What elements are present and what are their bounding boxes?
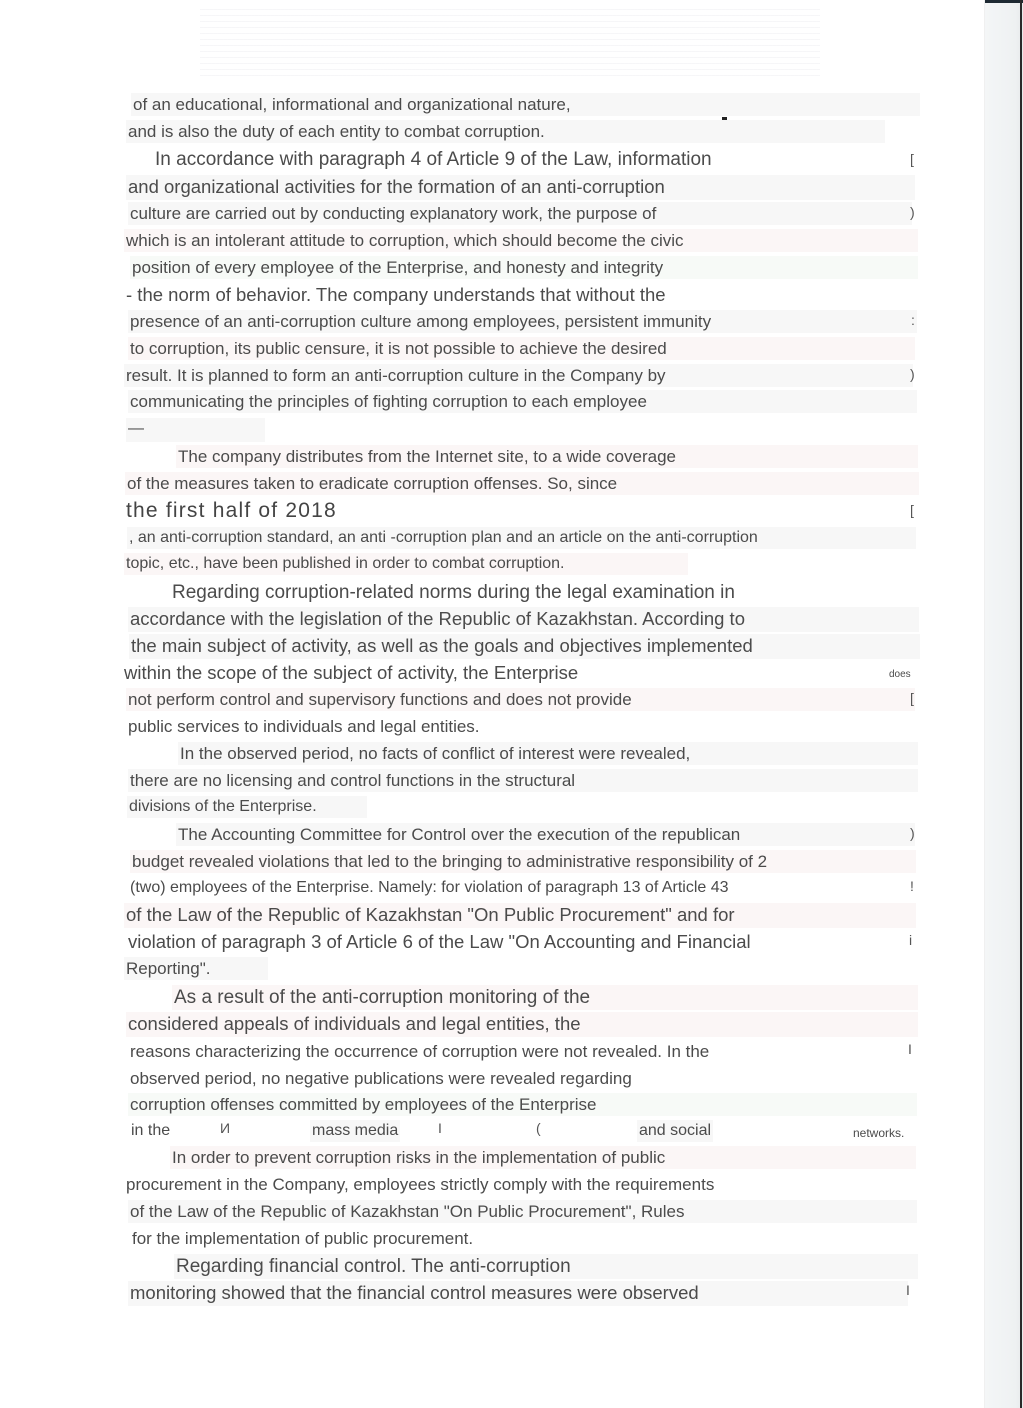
paragraph-start: The company distributes from the Internet site, to a wide coverage <box>176 445 918 468</box>
margin-artifact: I <box>908 1041 912 1057</box>
text-line: budget revealed violations that led to the bringing to administrative responsibility of 2 <box>130 850 916 873</box>
text-line: reasons characterizing the occurrence of corruption were not revealed. In the <box>130 1042 710 1061</box>
paragraph-start: In accordance with paragraph 4 of Article 9 of the Law, information <box>155 149 712 170</box>
text-line: which is an intolerant attitude to corruption, which should become the civic <box>124 229 918 252</box>
text-line: divisions of the Enterprise. <box>127 796 367 818</box>
scan-edge-line <box>1020 0 1022 1408</box>
scan-edge <box>984 0 1023 1408</box>
text-line: of the Law of the Republic of Kazakhstan "On Public Procurement" and for <box>124 903 916 928</box>
margin-artifact: i <box>909 932 913 948</box>
stray-glyph: ( <box>536 1120 541 1136</box>
paragraph-start: Regarding corruption-related norms during the legal examination in <box>172 582 735 603</box>
dash-line: — <box>126 418 265 442</box>
text-line: and organizational activities for the formation of an anti-corruption <box>126 175 915 200</box>
paragraph-start: Regarding financial control. The anti-corruption <box>174 1254 918 1279</box>
text-fragment: mass media <box>310 1120 400 1142</box>
paragraph-start: In the observed period, no facts of conflict of interest were revealed, <box>178 742 918 765</box>
stray-glyph: I <box>438 1120 442 1136</box>
text-line: to corruption, its public censure, it is not possible to achieve the desired <box>128 337 915 360</box>
margin-artifact: I <box>906 1282 910 1298</box>
scan-edge-top-bar <box>985 0 1023 3</box>
text-line: , an anti-corruption standard, an anti -corruption plan and an article on the anti-corruption <box>127 527 916 549</box>
text-line: monitoring showed that the financial control measures were observed <box>128 1281 908 1306</box>
margin-artifact: [ <box>910 502 914 518</box>
text-line: the main subject of activity, as well as the goals and objectives implemented <box>129 634 920 659</box>
margin-artifact: ) <box>910 825 915 841</box>
text-line: violation of paragraph 3 of Article 6 of the Law "On Accounting and Financial <box>128 931 751 952</box>
paragraph-start: In order to prevent corruption risks in the implementation of public <box>170 1146 916 1169</box>
text-line: of the measures taken to eradicate corruption offenses. So, since <box>125 472 919 495</box>
misplaced-word: does <box>889 669 911 680</box>
margin-artifact: ) <box>910 204 915 220</box>
text-line: result. It is planned to form an anti-corruption culture in the Company by <box>124 364 913 387</box>
text-line: not perform control and supervisory functions and does not provide <box>126 688 915 711</box>
margin-artifact: : <box>911 312 915 328</box>
text-line: of the Law of the Republic of Kazakhstan "On Public Procurement", Rules <box>128 1200 917 1223</box>
bleed-through-text <box>200 4 820 79</box>
text-line: corruption offenses committed by employees of the Enterprise <box>128 1093 917 1116</box>
text-line: procurement in the Company, employees strictly comply with the requirements <box>126 1175 715 1194</box>
text-fragment: in the <box>131 1122 171 1139</box>
text-line: there are no licensing and control functions in the structural <box>128 769 918 792</box>
text-line: of an educational, informational and organizational nature, <box>131 93 920 116</box>
text-line: communicating the principles of fighting corruption to each employee <box>128 390 917 413</box>
text-line: culture are carried out by conducting explanatory work, the purpose of <box>128 202 912 225</box>
text-fragment: and social <box>637 1120 713 1142</box>
text-fragment: networks. <box>853 1126 905 1140</box>
paragraph-start: As a result of the anti-corruption monitoring of the <box>172 985 918 1010</box>
text-line: public services to individuals and legal entities. <box>128 717 480 736</box>
text-line: observed period, no negative publications were revealed regarding <box>130 1069 632 1088</box>
text-line: (two) employees of the Enterprise. Namely: for violation of paragraph 13 of Article 43 <box>130 879 729 896</box>
margin-artifact: [ <box>910 151 914 167</box>
text-line: for the implementation of public procurement. <box>132 1229 474 1248</box>
margin-artifact: [ <box>910 690 914 706</box>
text-line: and is also the duty of each entity to combat corruption. <box>126 120 885 143</box>
text-line: within the scope of the subject of activity, the Enterprise <box>124 662 579 683</box>
margin-artifact: ) <box>910 366 915 382</box>
text-line: considered appeals of individuals and legal entities, the <box>126 1012 918 1037</box>
emphasized-date-phrase: the first half of 2018 <box>126 499 337 522</box>
paragraph-start: The Accounting Committee for Control over the execution of the republican <box>176 823 915 846</box>
margin-artifact: ! <box>910 878 914 894</box>
stray-glyph: И <box>220 1120 231 1136</box>
text-line: presence of an anti-corruption culture among employees, persistent immunity <box>128 310 917 333</box>
text-line: position of every employee of the Enterprise, and honesty and integrity <box>130 256 918 279</box>
text-line: topic, etc., have been published in order to combat corruption. <box>124 553 688 575</box>
text-line: accordance with the legislation of the Republic of Kazakhstan. According to <box>128 607 919 632</box>
text-line: Reporting". <box>124 957 268 980</box>
text-line: - the norm of behavior. The company understands that without the <box>126 284 666 305</box>
